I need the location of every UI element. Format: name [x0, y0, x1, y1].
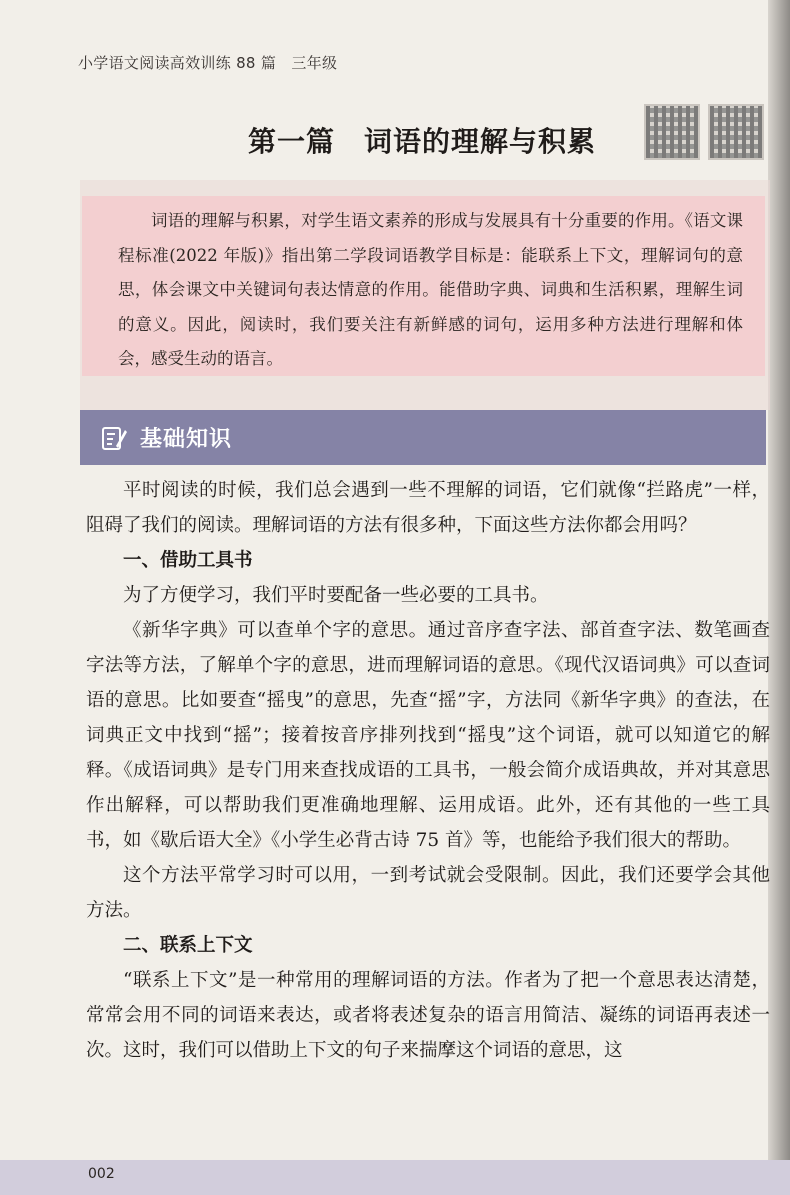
subheading: 一、借助工具书: [123, 550, 253, 571]
paragraph: 平时阅读的时候，我们总会遇到一些不理解的词语，它们就像“拦路虎”一样，阻碍了我们的阅读。理解词语的方法有很多种，下面这些方法你都会用吗？: [86, 480, 770, 536]
paragraph: 为了方便学习，我们平时要配备一些必要的工具书。: [123, 585, 549, 606]
body-text: [86, 473, 770, 1068]
subheading: 二、联系上下文: [123, 935, 253, 956]
paragraph: “联系上下文”是一种常用的理解词语的方法。作者为了把一个意思表达清楚，常常会用不同的词语来表达，或者将表述复杂的语言用简洁、凝练的词语再表述一次。这时，我们可以借助上下文的句子来揣摩这个词语的意思，这: [86, 970, 770, 1061]
paragraph: 《新华字典》可以查单个字的意思。通过音序查字法、部首查字法、数笔画查字法等方法，了解单个字的意思，进而理解词语的意思。《现代汉语词典》可以查词语的意思。比如要查“摇曳”的意思，先查“摇”字，方法同《新华字典》的查法，在词典正文中找到“摇”；接着按音序排列找到“摇曳”这个词语，就可以知道它的解释。《成语词典》是专门用来查找成语的工具书，一般会简介成语典故，并对其意思作出解释，可以帮助我们更准确地理解、运用成语。此外，还有其他的一些工具书，如《歇后语大全》《小学生必背古诗 75 首》等，也能给予我们很大的帮助。: [86, 620, 770, 851]
qr-code-icon: [708, 104, 764, 160]
page-number: 002: [88, 1166, 115, 1182]
intro-text: 词语的理解与积累，对学生语文素养的形成与发展具有十分重要的作用。《语文课程标准(2022 年版)》指出第二学段词语教学目标是：能联系上下文，理解词句的意思，体会课文中关键词句表达情意的作用。能借助字典、词典和生活积累，理解生词的意义。因此，阅读时，我们要关注有新鲜感的词句，运用多种方法进行理解和体会，感受生动的语言。: [118, 211, 743, 368]
running-header: 小学语文阅读高效训练 88 篇 三年级: [78, 54, 338, 72]
paragraph: 这个方法平常学习时可以用，一到考试就会受限制。因此，我们还要学会其他方法。: [86, 865, 770, 921]
page-edge: [768, 0, 790, 1195]
notebook-pen-icon: [100, 424, 128, 452]
qr-code-icon: [644, 104, 700, 160]
section-label: 基础知识: [140, 427, 233, 452]
footer-band: [0, 1160, 790, 1195]
article-title: 第一篇 词语的理解与积累: [248, 125, 597, 158]
section-header: [80, 410, 766, 465]
